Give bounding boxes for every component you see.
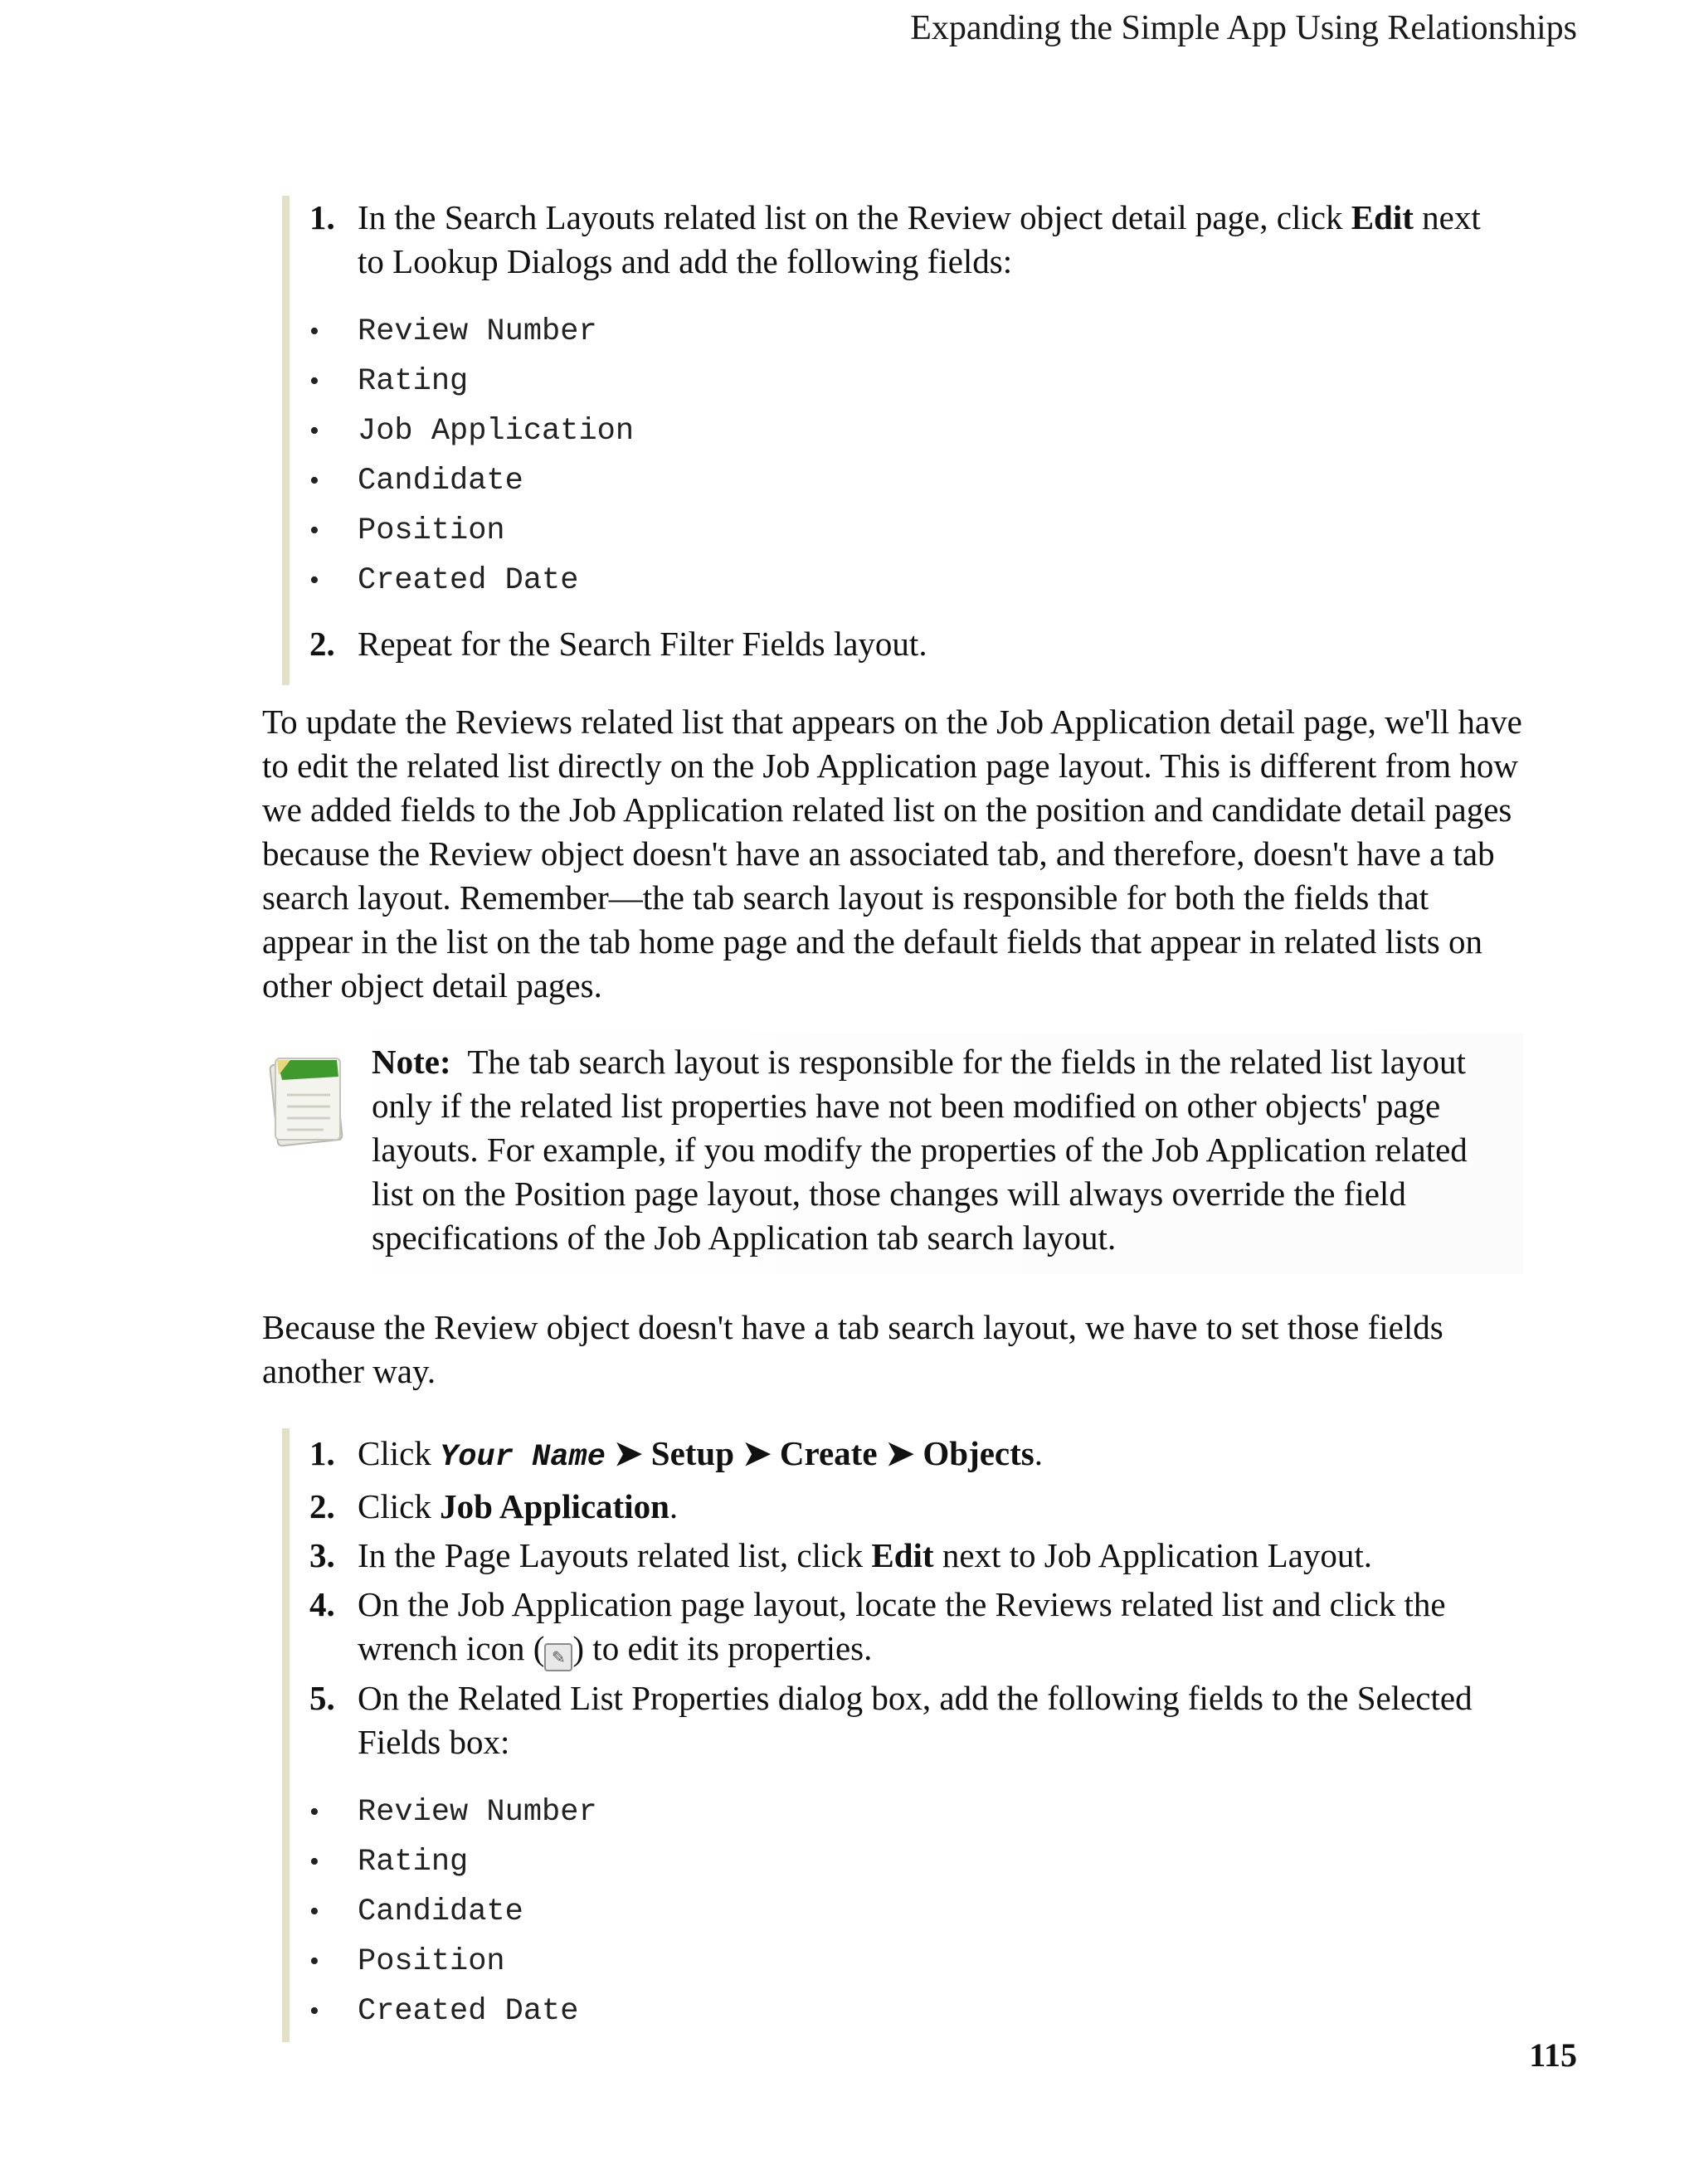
step-text: .: [669, 1487, 679, 1525]
step-1: [309, 1432, 1485, 1480]
list-item: • Review Number: [309, 1788, 1485, 1837]
list-item: • Rating: [309, 1837, 1485, 1887]
step-text: next to Job Application Layout.: [933, 1536, 1372, 1574]
step-text: In the Page Layouts related list, click: [358, 1536, 872, 1574]
step-text: Repeat for the Search Filter Fields layout.: [358, 625, 927, 663]
note-callout: [262, 1034, 1523, 1274]
page-number: 115: [1529, 2036, 1577, 2074]
list-item: • Job Application: [309, 406, 1485, 456]
list-item: • Candidate: [309, 456, 1485, 506]
step-number: 2.: [309, 1487, 335, 1525]
menu-arrow: ➤: [605, 1434, 651, 1472]
field-list: [309, 1788, 1485, 2036]
list-item: • Rating: [309, 357, 1485, 406]
step-2: [309, 1485, 1485, 1529]
your-name-label: Your Name: [440, 1440, 606, 1475]
step-2: [309, 622, 1485, 666]
step-number: 2.: [309, 625, 335, 663]
step-number: 1.: [309, 1434, 335, 1472]
edit-label: Edit: [871, 1536, 934, 1574]
field-list: [358, 307, 1485, 606]
edit-label: Edit: [1351, 198, 1414, 236]
step-number: 4.: [309, 1585, 335, 1623]
step-number: 3.: [309, 1536, 335, 1574]
list-item: • Candidate: [309, 1887, 1485, 1937]
body-paragraph: To update the Reviews related list that appears on the Job Application detail page, we'll have to edit the related list directly on the Job Application page layout. This is different from how we added fields to the Job Application related list on the position and candidate detail pages because the Review object doesn't have an associated tab, and therefore, doesn't have a tab search layout. Remember—the tab search layout is responsible for both the fields that appear in the list on the tab home page and the default fields that appear in related lists on other object detail pages.: [262, 703, 1522, 1004]
list-item: • Position: [309, 506, 1485, 556]
step-text: .: [1034, 1434, 1043, 1472]
note-text: [372, 1040, 1516, 1260]
body-paragraph: Because the Review object doesn't have a tab search layout, we have to set those fields another way.: [262, 1308, 1443, 1390]
objects-label: Objects: [923, 1434, 1034, 1472]
step-3: [309, 1534, 1485, 1578]
create-label: Create: [779, 1434, 878, 1472]
step-4: [309, 1583, 1485, 1671]
step-text: Click: [358, 1487, 441, 1525]
step-text: In the Search Layouts related list on the Review object detail page, click: [358, 198, 1351, 236]
list-item: • Review Number: [309, 307, 1485, 357]
list-item: • Created Date: [309, 1987, 1485, 2036]
step-text: Click: [358, 1434, 441, 1472]
steps-block-related-list: [282, 1428, 1485, 2042]
step-text: On the Related List Properties dialog box, add the following fields to the Selected Fields box:: [358, 1679, 1473, 1761]
job-application-label: Job Application: [440, 1487, 669, 1525]
note-icon: [265, 1052, 348, 1151]
running-header: Expanding the Simple App Using Relationships: [910, 9, 1577, 47]
step-number: 1.: [309, 198, 335, 236]
note-body: The tab search layout is responsible for the fields in the related list layout only if the related list properties have not been modified on other objects' page layouts. For example, if you modify the properties of the Job Application related list on the Position page layout, those changes will always override the field specifications of the Job Application tab search layout.: [372, 1043, 1468, 1257]
step-text: next to Lookup Dialogs and add the following fields:: [358, 198, 1481, 280]
step-text: On the Job Application page layout, locate the Reviews related list and click the wrench icon (: [358, 1585, 1446, 1667]
menu-arrow: ➤: [877, 1434, 923, 1472]
note-label: Note:: [372, 1043, 451, 1081]
setup-label: Setup: [650, 1434, 735, 1472]
wrench-icon: ✎: [544, 1643, 572, 1671]
step-5: [309, 1676, 1485, 1764]
list-item: • Created Date: [309, 556, 1485, 606]
steps-block-search-layouts: [282, 196, 1485, 685]
step-text: ) to edit its properties.: [572, 1629, 873, 1667]
list-item: • Position: [309, 1937, 1485, 1987]
menu-arrow: ➤: [734, 1434, 780, 1472]
step-1: [309, 196, 1485, 284]
step-number: 5.: [309, 1679, 335, 1717]
